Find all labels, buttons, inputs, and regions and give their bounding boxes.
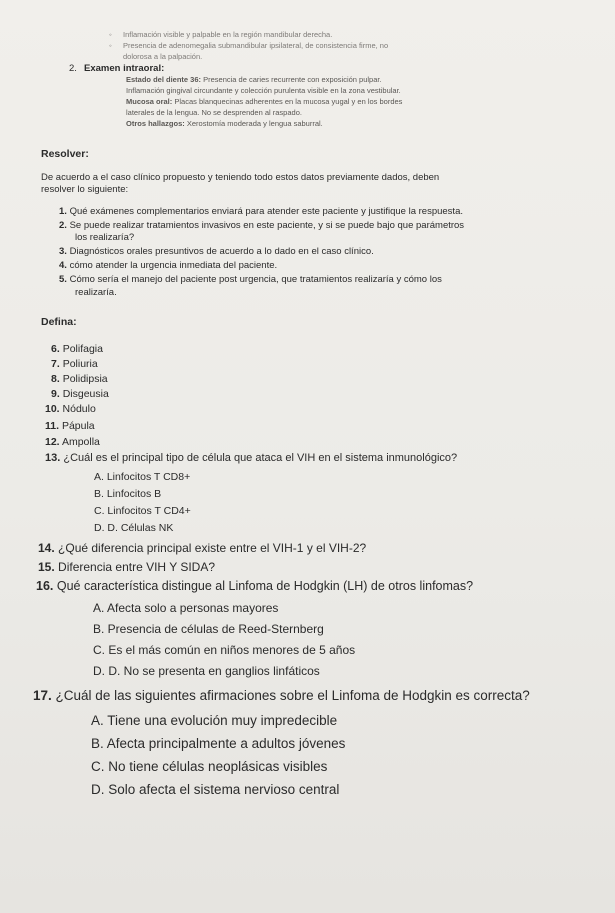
q17-option-d: D. Solo afecta el sistema nervioso central bbox=[91, 782, 340, 797]
term-11-number: 11. bbox=[45, 420, 60, 432]
term-11-text: Pápula bbox=[61, 420, 95, 432]
term-10-text: Nódulo bbox=[62, 403, 96, 415]
q17-option-c: C. No tiene células neoplásicas visibles bbox=[91, 759, 328, 774]
exam-item-5-label: Otros hallazgos: bbox=[126, 119, 185, 128]
exam-number: 2. bbox=[69, 63, 77, 74]
term-9-text: Disgeusia bbox=[62, 388, 109, 400]
term-11 bbox=[45, 420, 95, 433]
term-7-text: Poliuria bbox=[62, 358, 98, 370]
question-15-text: Diferencia entre VIH Y SIDA? bbox=[58, 560, 215, 574]
question-4-number: 4. bbox=[59, 260, 67, 271]
question-1-number: 1. bbox=[59, 206, 67, 217]
question-5-text: Cómo sería el manejo del paciente post urgencia, que tratamientos realizaría y cómo los bbox=[69, 274, 442, 285]
intro-line-3: dolorosa a la palpación. bbox=[123, 52, 203, 61]
question-13-text: ¿Cuál es el principal tipo de célula que ataca el VIH en el sistema inmunológico? bbox=[63, 452, 458, 464]
q16-option-c: C. Es el más común en niños menores de 5 años bbox=[93, 643, 356, 657]
q16-option-d: D. D. No se presenta en ganglios linfáticos bbox=[93, 664, 320, 678]
term-8-text: Polidipsia bbox=[62, 373, 108, 385]
exam-item-5-text: Xerostomía moderada y lengua saburral. bbox=[186, 119, 323, 128]
question-5-number: 5. bbox=[59, 274, 67, 285]
exam-title: Examen intraoral: bbox=[84, 63, 165, 74]
question-5-cont: realizaría. bbox=[75, 287, 117, 298]
question-14 bbox=[38, 541, 366, 556]
q16-option-a: A. Afecta solo a personas mayores bbox=[93, 601, 279, 615]
question-4-text: cómo atender la urgencia inmediata del paciente. bbox=[69, 260, 278, 271]
question-4 bbox=[59, 260, 277, 272]
question-17-text: ¿Cuál de las siguientes afirmaciones sobre el Linfoma de Hodgkin es correcta? bbox=[55, 688, 530, 703]
resolver-heading: Resolver: bbox=[41, 148, 89, 160]
term-8 bbox=[51, 373, 108, 386]
intro-line-1: ◦ Inflamación visible y palpable en la región mandibular derecha. bbox=[123, 30, 332, 40]
exam-item-3 bbox=[126, 97, 402, 107]
exam-item-5 bbox=[126, 119, 323, 129]
term-10-number: 10. bbox=[45, 403, 60, 415]
intro-line-2: ◦ Presencia de adenomegalia submandibular ipsilateral, de consistencia firme, no bbox=[123, 41, 388, 51]
q16-option-b: B. Presencia de células de Reed-Sternberg bbox=[93, 622, 324, 636]
question-2-text: Se puede realizar tratamientos invasivos en este paciente, y si se puede bajo que parámetros bbox=[69, 220, 465, 231]
term-7 bbox=[51, 358, 98, 371]
question-16-number: 16. bbox=[36, 579, 54, 593]
question-14-text: ¿Qué diferencia principal existe entre el VIH-1 y el VIH-2? bbox=[58, 541, 367, 555]
term-6 bbox=[51, 343, 103, 356]
exam-item-1-text: Presencia de caries recurrente con exposición pulpar. bbox=[203, 75, 382, 84]
q17-option-a: A. Tiene una evolución muy impredecible bbox=[91, 713, 338, 728]
question-3 bbox=[59, 246, 374, 258]
term-12-number: 12. bbox=[45, 436, 60, 448]
question-13-number: 13. bbox=[45, 452, 61, 464]
question-5 bbox=[59, 274, 442, 286]
term-9-number: 9. bbox=[51, 388, 60, 400]
term-10 bbox=[45, 403, 96, 416]
defina-heading: Defina: bbox=[41, 316, 77, 328]
exam-item-2: Inflamación gingival circundante y colección purulenta visible en la zona vestibular. bbox=[126, 86, 401, 95]
question-15-number: 15. bbox=[38, 560, 55, 574]
term-6-number: 6. bbox=[51, 343, 60, 355]
question-3-text: Diagnósticos orales presuntivos de acuerdo a lo dado en el caso clínico. bbox=[69, 246, 374, 257]
exam-item-1 bbox=[126, 75, 382, 85]
question-3-number: 3. bbox=[59, 246, 67, 257]
exam-item-3-text: Placas blanquecinas adherentes en la mucosa yugal y en los bordes bbox=[174, 97, 403, 106]
q13-option-c: C. Linfocitos T CD4+ bbox=[94, 505, 191, 517]
term-7-number: 7. bbox=[51, 358, 60, 370]
question-14-number: 14. bbox=[38, 541, 55, 555]
question-1-text: Qué exámenes complementarios enviará para atender este paciente y justifique la respuesta. bbox=[69, 206, 463, 217]
question-13 bbox=[45, 452, 457, 465]
question-15 bbox=[38, 560, 215, 575]
term-9 bbox=[51, 388, 109, 401]
q13-option-d: D. D. Células NK bbox=[94, 522, 174, 534]
question-2 bbox=[59, 220, 464, 232]
exam-item-4: laterales de la lengua. No se desprenden al raspado. bbox=[126, 108, 302, 117]
question-16 bbox=[36, 578, 473, 594]
q13-option-a: A. Linfocitos T CD8+ bbox=[94, 471, 191, 483]
term-6-text: Polifagia bbox=[62, 343, 103, 355]
q17-option-b: B. Afecta principalmente a adultos jóvenes bbox=[91, 736, 346, 751]
resolver-intro-2: resolver lo siguiente: bbox=[41, 184, 129, 195]
q13-option-b: B. Linfocitos B bbox=[94, 488, 162, 500]
question-2-number: 2. bbox=[59, 220, 67, 231]
term-12 bbox=[45, 436, 100, 449]
term-8-number: 8. bbox=[51, 373, 60, 385]
question-2-cont: los realizaría? bbox=[75, 232, 135, 243]
exam-item-1-label: Estado del diente 36: bbox=[126, 75, 202, 84]
question-17 bbox=[33, 687, 530, 704]
term-12-text: Ampolla bbox=[61, 436, 100, 448]
resolver-intro-1: De acuerdo a el caso clínico propuesto y teniendo todo estos datos previamente dados, deben bbox=[41, 172, 440, 183]
question-1 bbox=[59, 206, 463, 218]
question-17-number: 17. bbox=[33, 688, 52, 703]
exam-item-3-label: Mucosa oral: bbox=[126, 97, 173, 106]
question-16-text: Qué característica distingue al Linfoma de Hodgkin (LH) de otros linfomas? bbox=[56, 579, 474, 593]
